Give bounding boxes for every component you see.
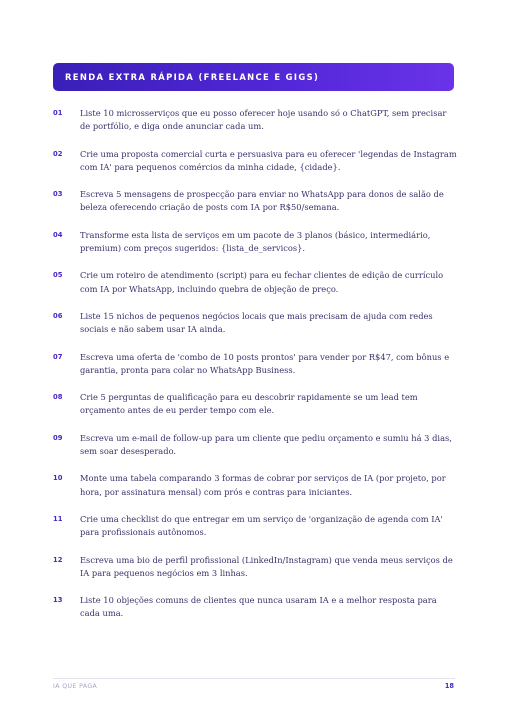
item-text: Monte uma tabela comparando 3 formas de cobrar por serviços de IA (por projeto, por hora, por assinatura mensal) com prós e contras para iniciantes.: [80, 473, 446, 497]
item-number: 05: [53, 271, 63, 280]
item-number: 03: [53, 190, 63, 199]
page-number: 18: [444, 682, 454, 690]
item-number: 04: [53, 230, 63, 239]
list-item: [53, 310, 459, 351]
item-number: 11: [53, 514, 63, 523]
section-banner: [53, 63, 454, 91]
prompt-list: [53, 107, 459, 635]
item-number: 09: [53, 433, 63, 442]
item-text: Liste 10 microsserviços que eu posso oferecer hoje usando só o ChatGPT, sem precisar de portfólio, e diga onde anunciar cada um.: [80, 108, 447, 132]
list-item: [53, 188, 459, 229]
item-number: 01: [53, 109, 63, 117]
item-text: Crie uma proposta comercial curta e persuasiva para eu oferecer 'legendas de Instagram com IA' para pequenos comércios da minha cidade, {cidade}.: [80, 148, 457, 172]
footer-divider: [53, 678, 455, 679]
list-item: [53, 391, 459, 432]
footer-book-title: IA QUE PAGA: [53, 683, 98, 690]
item-number: 13: [53, 596, 63, 605]
item-text: Escreva uma oferta de 'combo de 10 posts prontos' para vender por R$47, com bônus e garantia, pronta para colar no WhatsApp Business.: [80, 351, 450, 375]
item-number: 06: [53, 311, 63, 320]
item-text: Liste 15 nichos de pequenos negócios locais que mais precisam de ajuda com redes sociais e não sabem usar IA ainda.: [80, 310, 433, 335]
item-text: Transforme esta lista de serviços em um pacote de 3 planos (básico, intermediário, premium) com preços sugeridos: {lista_de_servicos}.: [80, 229, 431, 253]
item-text: Escreva 5 mensagens de prospecção para enviar no WhatsApp para donos de salão de beleza oferecendo criação de posts com IA por R$50/semana.: [80, 189, 444, 213]
list-item: [53, 107, 459, 148]
item-number: 07: [53, 352, 63, 361]
list-item: [53, 351, 459, 392]
list-item: [53, 554, 459, 595]
item-text: Crie 5 perguntas de qualificação para eu descobrir rapidamente se um lead tem orçamento antes de eu perder tempo com ele.: [80, 392, 418, 416]
item-number: 10: [53, 474, 63, 483]
item-number: 12: [53, 555, 63, 564]
item-text: Liste 10 objeções comuns de clientes que nunca usaram IA e a melhor resposta para cada uma.: [80, 595, 437, 619]
item-text: Crie um roteiro de atendimento (script) para eu fechar clientes de edição de currículo com IA por WhatsApp, incluindo quebra de objeção de preço.: [80, 270, 444, 294]
list-item: [53, 432, 459, 473]
item-text: Escreva uma bio de perfil profissional (LinkedIn/Instagram) que venda meus serviços de IA para pequenos negócios em 3 linhas.: [80, 554, 453, 578]
list-item: [53, 229, 459, 270]
item-text: Escreva um e-mail de follow-up para um cliente que pediu orçamento e sumiu há 3 dias, sem soar desesperado.: [80, 432, 452, 456]
list-item: [53, 594, 459, 635]
item-number: 02: [53, 149, 63, 158]
section-title: RENDA EXTRA RÁPIDA (FREELANCE E GIGS): [65, 72, 320, 82]
item-text: Crie uma checklist do que entregar em um serviço de 'organização de agenda com IA' para profissionais autônomos.: [80, 513, 443, 538]
list-item: [53, 472, 459, 513]
item-number: 08: [53, 393, 63, 402]
list-item: [53, 269, 459, 310]
list-item: [53, 148, 459, 189]
list-item: [53, 513, 459, 554]
